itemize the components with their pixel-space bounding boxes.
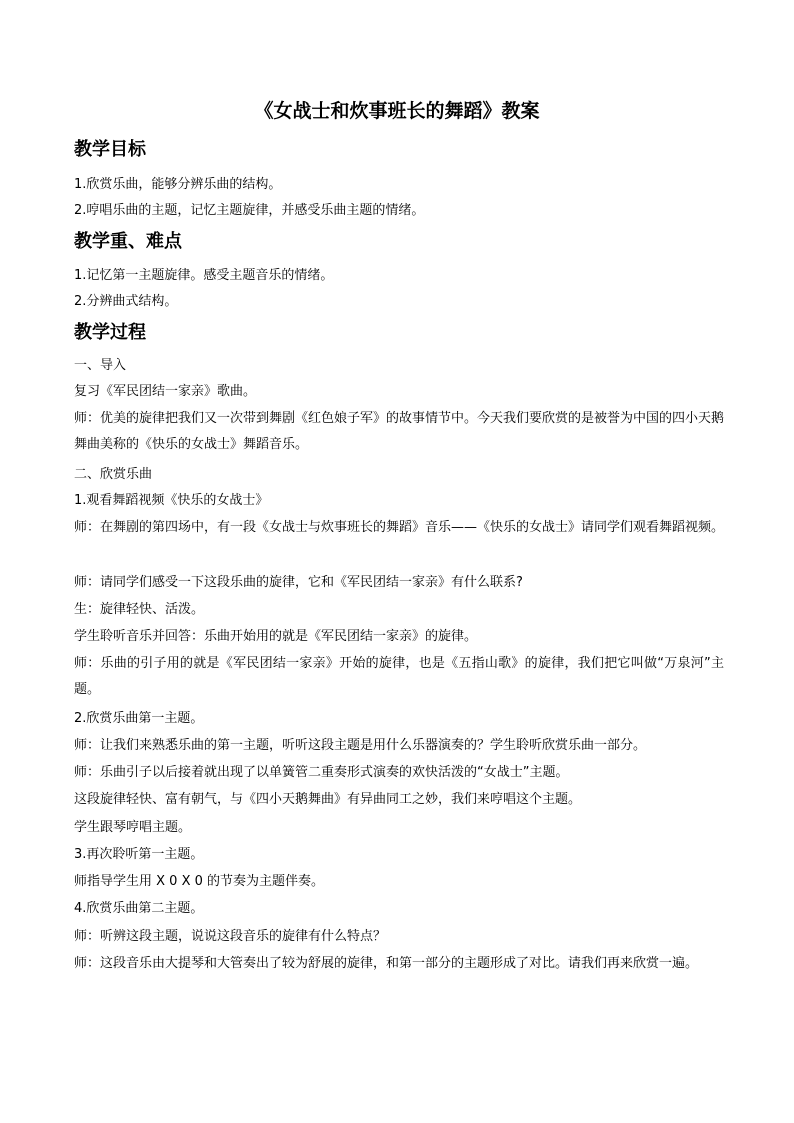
paragraph: 1.记忆第一主题旋律。感受主题音乐的情绪。: [74, 268, 334, 283]
paragraph: 1.观看舞蹈视频《快乐的女战士》: [74, 493, 269, 508]
paragraph: 学生跟琴哼唱主题。: [74, 820, 192, 835]
document-title: 《女战士和炊事班长的舞蹈》教案: [254, 100, 540, 122]
paragraph: 师：乐曲引子以后接着就出现了以单簧管二重奏形式演奏的欢快活泼的“女战士”主题。: [74, 765, 569, 780]
paragraph: 师：优美的旋律把我们又一次带到舞剧《红色娘子军》的故事情节中。今天我们要欣赏的是被誉为中国的四小天鹅舞曲美称的《快乐的女战士》舞蹈音乐。: [74, 411, 724, 452]
paragraph: 二、欣赏乐曲: [74, 467, 153, 482]
paragraph: 生：旋律轻快、活泼。: [74, 602, 205, 617]
paragraph: 师：请同学们感受一下这段乐曲的旋律，它和《军民团结一家亲》有什么联系?: [74, 575, 523, 590]
section-heading-key-points: 教学重、难点: [74, 231, 182, 252]
paragraph: 师：让我们来熟悉乐曲的第一主题，听听这段主题是用什么乐器演奏的？学生聆听欣赏乐曲一部分。: [74, 738, 647, 753]
paragraph: 师指导学生用 X 0 X 0 的节奏为主题伴奏。: [74, 874, 325, 889]
paragraph: 这段旋律轻快、富有朝气，与《四小天鹅舞曲》有异曲同工之妙，我们来哼唱这个主题。: [74, 792, 582, 807]
paragraph: 师：听辨这段主题，说说这段音乐的旋律有什么特点？: [74, 929, 387, 944]
paragraph: 学生聆听音乐并回答：乐曲开始用的就是《军民团结一家亲》的旋律。: [74, 629, 478, 644]
paragraph: 复习《军民团结一家亲》歌曲。: [74, 384, 257, 399]
paragraph: 师：这段音乐由大提琴和大管奏出了较为舒展的旋律，和第一部分的主题形成了对比。请我们再来欣赏一遍。: [74, 956, 699, 971]
paragraph: 师：在舞剧的第四场中，有一段《女战士与炊事班长的舞蹈》音乐——《快乐的女战士》请同学们观看舞蹈视频。: [74, 520, 724, 535]
paragraph: 师：乐曲的引子用的就是《军民团结一家亲》开始的旋律，也是《五指山歌》的旋律，我们把它叫做“万泉河”主题。: [74, 656, 724, 697]
paragraph: 2.欣赏乐曲第一主题。: [74, 711, 204, 726]
section-heading-process: 教学过程: [74, 322, 146, 343]
paragraph: 2.分辨曲式结构。: [74, 294, 178, 309]
paragraph: 1.欣赏乐曲，能够分辨乐曲的结构。: [74, 177, 282, 192]
paragraph: 3.再次聆听第一主题。: [74, 847, 204, 862]
section-heading-objectives: 教学目标: [74, 139, 146, 160]
paragraph: 4.欣赏乐曲第二主题。: [74, 901, 204, 916]
paragraph: 2.哼唱乐曲的主题，记忆主题旋律，并感受乐曲主题的情绪。: [74, 203, 425, 218]
paragraph: 一、导入: [74, 358, 127, 373]
